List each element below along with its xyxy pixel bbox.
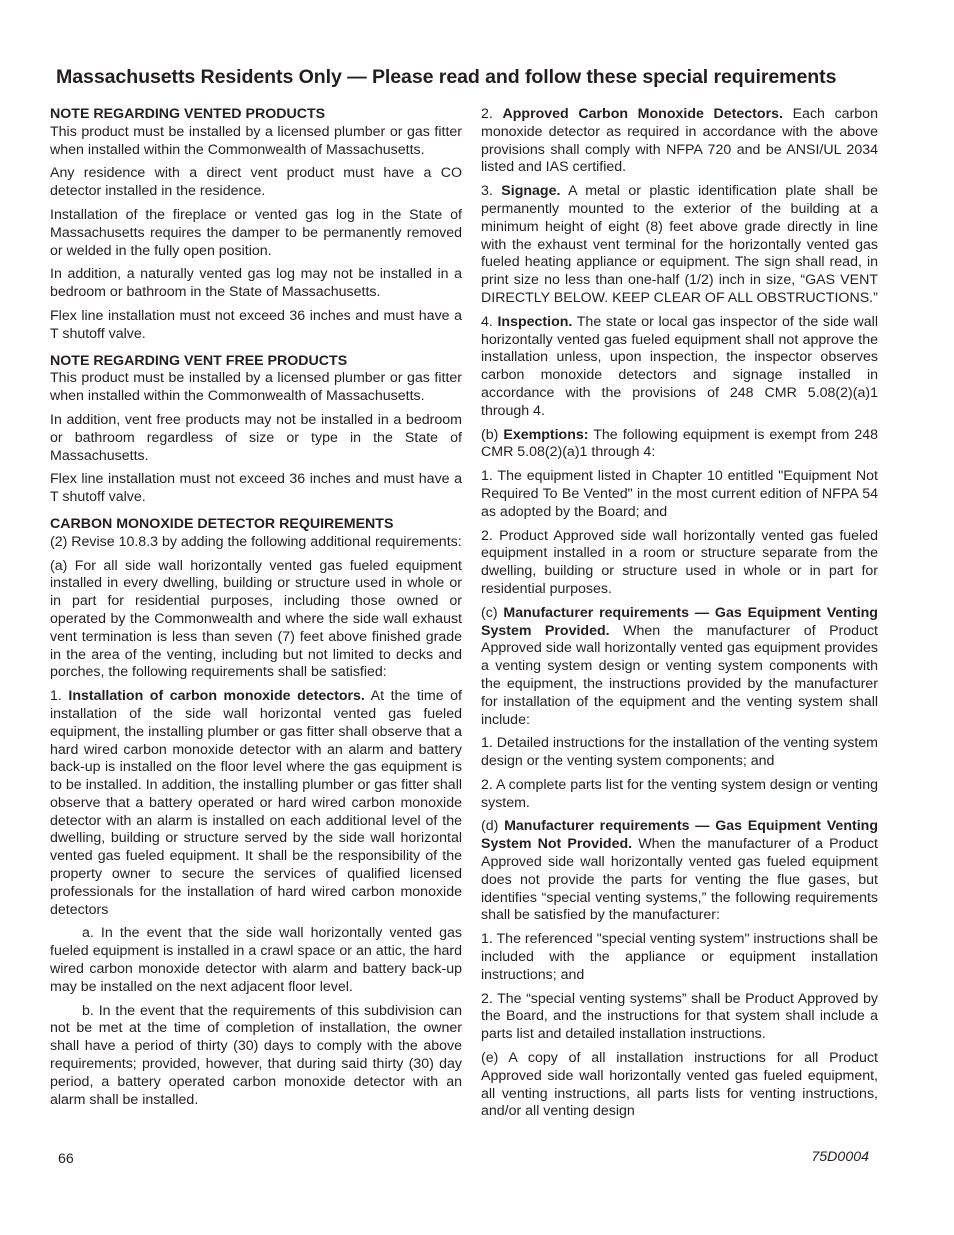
paragraph: Flex line installation must not exceed 36 inches and must have a T shutoff valve. [50,471,462,506]
document-code: 75D0004 [811,1149,869,1165]
paragraph: In addition, a naturally vented gas log may not be installed in a bedroom or bathroom in the State of Massachusetts. [50,266,462,301]
item-text: When the manufacturer of a Product Approved side wall horizontally vented gas fueled equipment does not provide the parts for venting the flue gases, but identifies “special venting systems,” the following requirements shall be satisfied by the manufacturer: [481,836,878,924]
item-text: A metal or plastic identification plate shall be permanently mounted to the exterior of the building at a minimum height of eight (8) feet above grade directly in line with the exhaust vent terminal for the horizontally vented gas fueled heating appliance or equipment. The sign shall read, in print size no less than one-half (1/2) inch in size, “GAS VENT DIRECTLY BELOW. KEEP CLEAR OF ALL OBSTRUCTIONS.” [481,183,878,306]
paragraph: (e) A copy of all installation instructions for all Product Approved side wall horizontally vented gas fueled equipment, all venting instructions, all parts lists for venting instructions, and/or all venting design [481,1050,878,1120]
item-heading: Approved Carbon Monoxide Detectors. [502,106,783,122]
paragraph: 1. Detailed instructions for the installation of the venting system design or the venting system components; and [481,735,878,770]
item-number: (c) [481,604,498,621]
paragraph: Installation of the fireplace or vented gas log in the State of Massachusetts requires the damper to be permanently removed or welded in the fully open position. [50,206,462,259]
paragraph [481,818,878,925]
paragraph [481,427,878,463]
paragraph [50,688,462,919]
paragraph [481,605,878,730]
section-heading-co-detector: CARBON MONOXIDE DETECTOR REQUIREMENTS [50,515,394,532]
item-number: (b) [481,426,499,443]
item-number: (d) [481,818,499,835]
item-heading: Manufacturer requirements — Gas Equipment Venting System Provided. [481,604,878,639]
page-number: 66 [58,1151,74,1167]
paragraph: 2. The “special venting systems” shall be Product Approved by the Board, and the instructions for that system shall include a parts list and detailed installation instructions. [481,990,878,1043]
item-heading: Manufacturer requirements — Gas Equipment Venting System Not Provided. [481,818,878,853]
paragraph: 2. Product Approved side wall horizontally vented gas fueled equipment installed in a room or structure separate from the dwelling, building or structure used in whole or in part for residential purposes. [481,527,878,597]
item-heading: Installation of carbon monoxide detectors. [68,688,365,705]
paragraph: In addition, vent free products may not be installed in a bedroom or bathroom regardless of size or type in the State of Massachusetts. [50,411,462,464]
item-text: At the time of installation of the side wall horizontal vented gas fueled equipment, the installing plumber or gas fitter shall observe that a hard wired carbon monoxide detector with an alarm and battery back-up is installed on the floor level where the gas equipment is to be installed. In addition, the installing plumber or gas fitter shall observe that a battery operated or hard wired carbon monoxide detector with an alarm is installed on each additional level of the dwelling, building or structure served by the side wall horizontal vented gas fueled equipment. It shall be the responsibility of the property owner to secure the services of qualified licensed professionals for the installation of hard wired carbon monoxide detectors [50,688,462,918]
item-number: 3. [481,183,493,200]
paragraph: 1. The referenced "special venting system" instructions shall be included with the appliance or equipment installation instructions; and [481,931,879,983]
paragraph: (2) Revise 10.8.3 by adding the following additional requirements: [50,533,462,550]
item-number: 4. [481,313,493,330]
paragraph: b. In the event that the requirements of this subdivision can not be met at the time of completion of installation, the owner shall have a period of thirty (30) days to comply with the above requirements; provided, however, that during said thirty (30) day period, a battery operated carbon monoxide detector with an alarm shall be installed. [50,1002,462,1108]
item-text: The following equipment is exempt from 248 CMR 5.08(2)(a)1 through 4: [481,426,878,461]
section-heading-vented: NOTE REGARDING VENTED PRODUCTS [50,106,326,122]
paragraph: 1. The equipment listed in Chapter 10 entitled "Equipment Not Required To Be Vented" in the most current edition of NFPA 54 as adopted by the Board; and [481,468,878,520]
page-title: Massachusetts Residents Only — Please read and follow these special requirements [56,66,837,88]
paragraph: 2. A complete parts list for the venting system design or venting system. [481,776,878,811]
paragraph: a. In the event that the side wall horizontally vented gas fueled equipment is installed in a crawl space or an attic, the hard wired carbon monoxide detector with alarm and battery back-up may be installed on the next adjacent floor level. [50,925,462,995]
paragraph [481,314,878,421]
paragraph: Any residence with a direct vent product must have a CO detector installed in the residence. [50,165,462,200]
right-column [481,106,878,1127]
item-heading: Inspection. [497,313,573,330]
left-column [50,106,462,1115]
item-number: 1. [50,688,62,705]
paragraph: (a) For all side wall horizontally vented gas fueled equipment installed in every dwelling, building or structure used in whole or in part for residential purposes, including those owned or operated by the Commonwealth and where the side wall exhaust vent termination is less than seven (7) feet above finished grade in the area of the venting, including but not limited to decks and porches, the following requirements shall be satisfied: [50,557,462,681]
item-text: Each carbon monoxide detector as required in accordance with the above provisions shall comply with NFPA 720 and be ANSI/UL 2034 listed and IAS certified. [481,106,878,176]
item-heading: Signage. [501,183,561,200]
paragraph: This product must be installed by a licensed plumber or gas fitter when installed within the Commonwealth of Massachusetts. [50,370,462,405]
paragraph [481,106,878,177]
paragraph [481,183,878,308]
paragraph: Flex line installation must not exceed 36 inches and must have a T shutoff valve. [50,307,462,342]
item-text: When the manufacturer of Product Approved side wall horizontally vented gas equipment provides a venting system design or venting system components with the equipment, the instructions provided by the manufacturer for installation of the equipment and the venting system shall include: [481,622,878,728]
item-number: 2. [481,106,493,122]
section-heading-vent-free: NOTE REGARDING VENT FREE PRODUCTS [50,352,348,369]
item-heading: Exemptions: [503,426,589,443]
paragraph: This product must be installed by a licensed plumber or gas fitter when installed within the Commonwealth of Massachusetts. [50,123,462,158]
item-text: The state or local gas inspector of the side wall horizontally vented gas fueled equipment shall not approve the installation unless, upon inspection, the inspector observes carbon monoxide detectors and signage installed in accordance with the provisions of 248 CMR 5.08(2)(a)1 through 4. [481,313,878,419]
